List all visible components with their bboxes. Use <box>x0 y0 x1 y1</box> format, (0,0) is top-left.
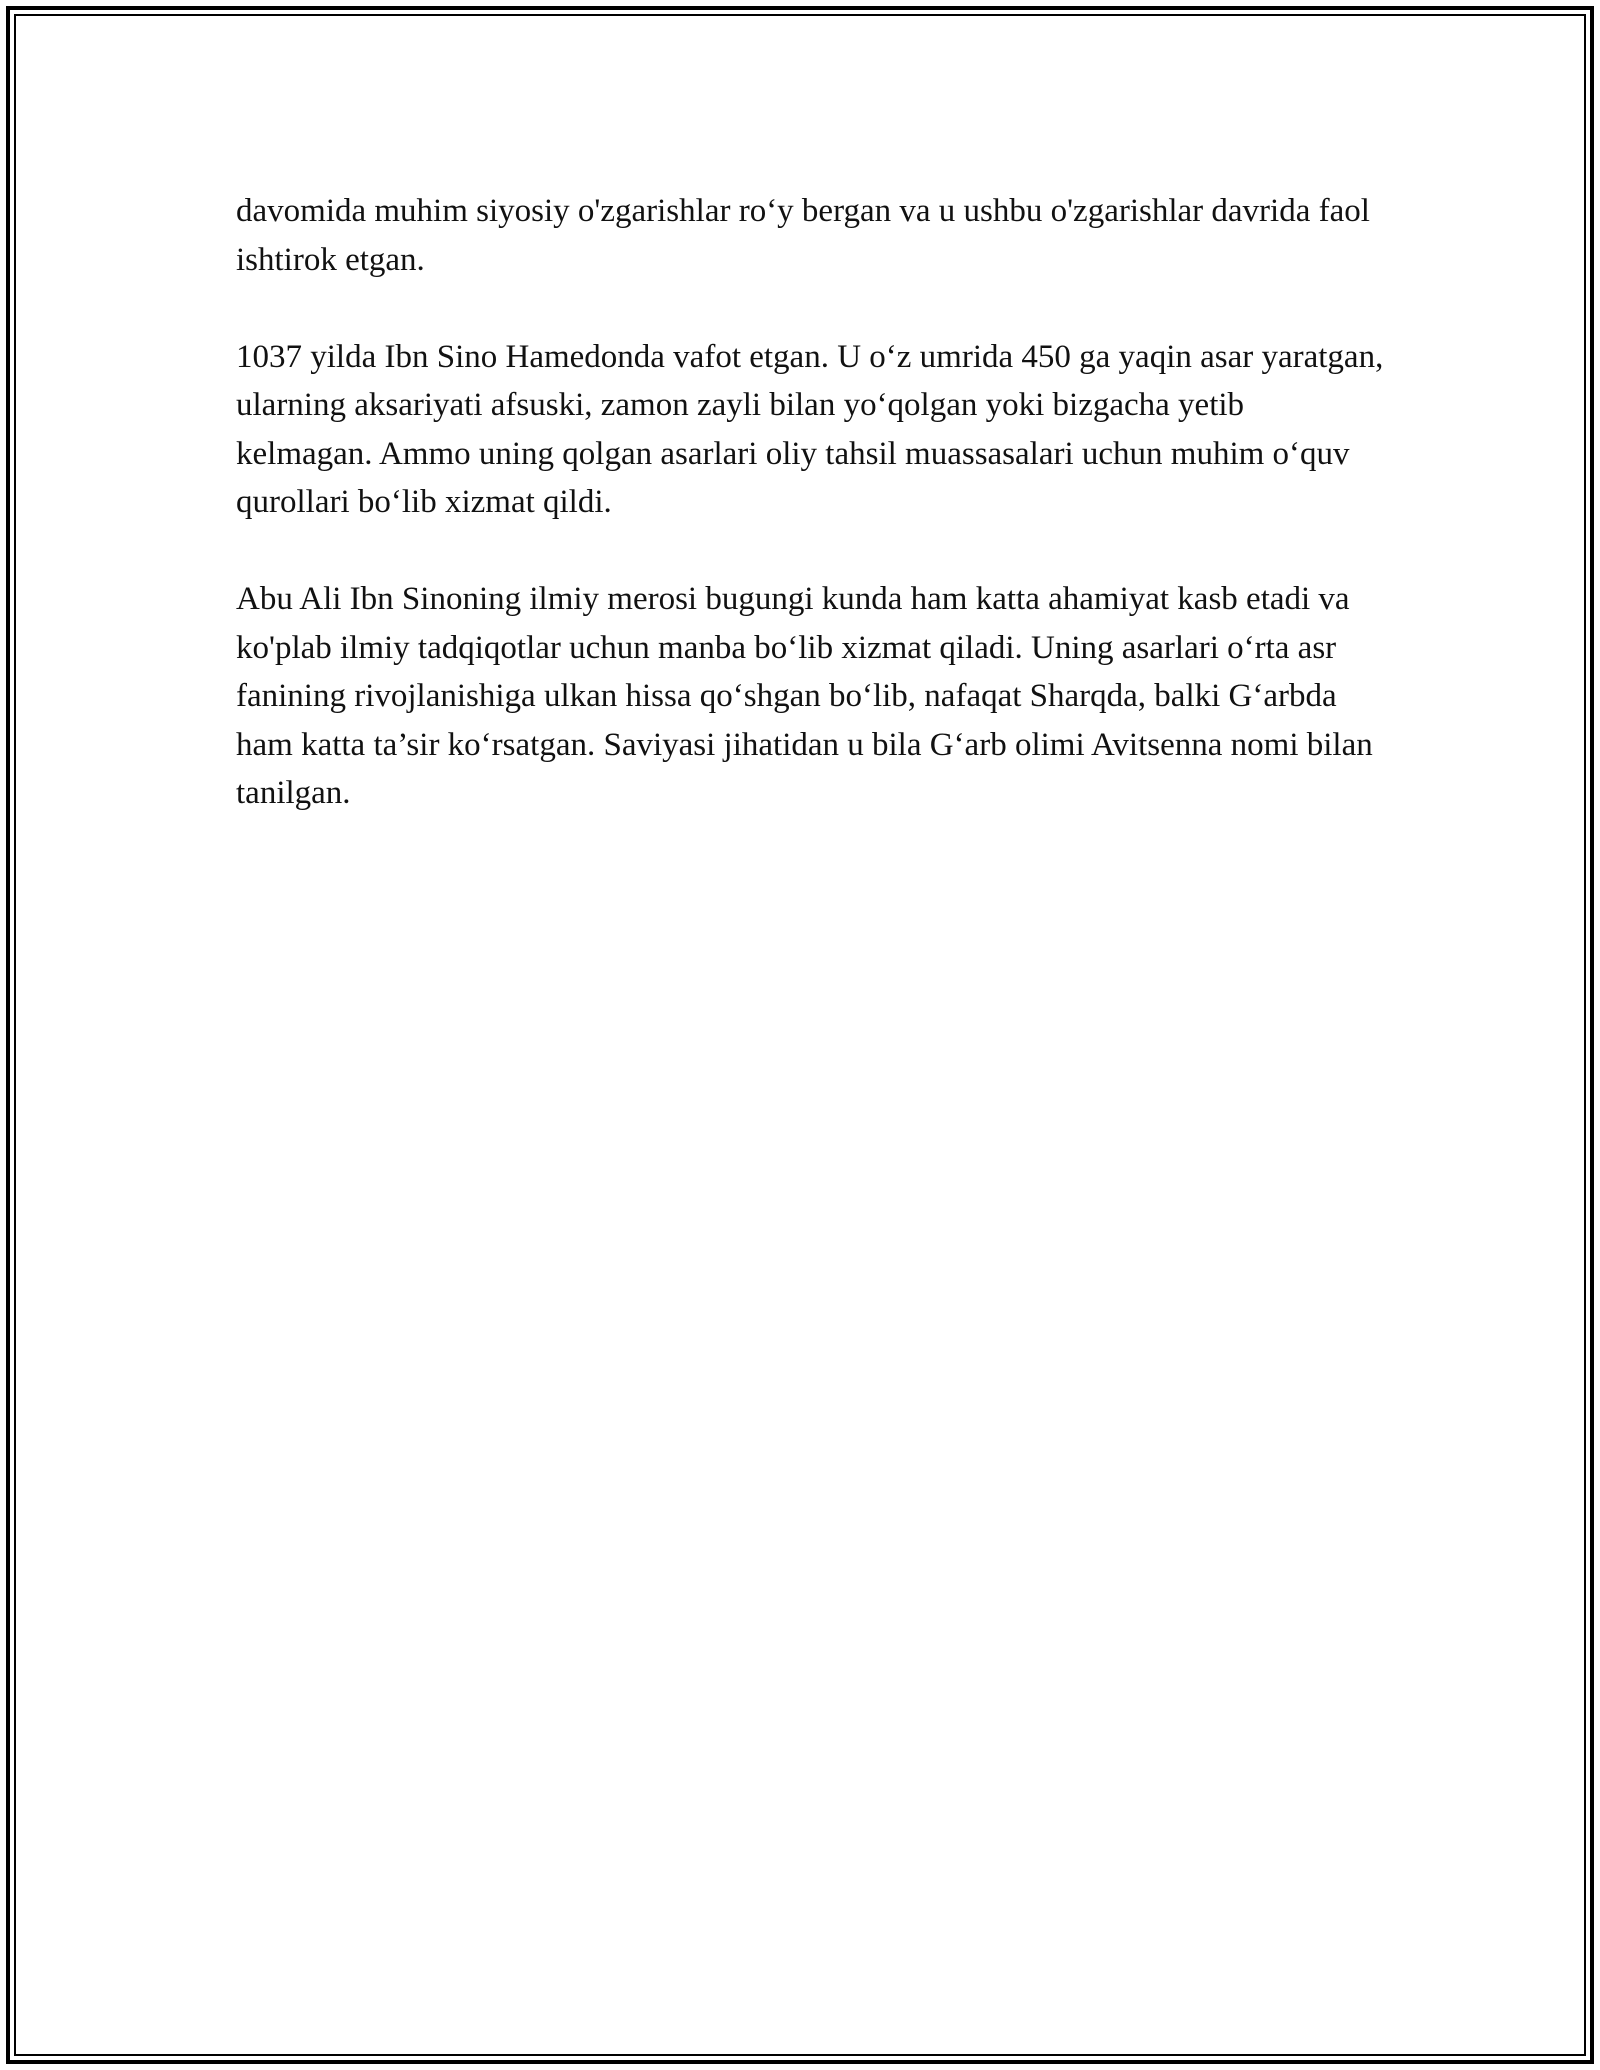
paragraph-2: 1037 yilda Ibn Sino Hamedonda vafot etgan. U o‘z umrida 450 ga yaqin asar yaratgan, ularning aksariyati afsuski, zamon zayli bilan yo‘qolgan yoki bizgacha yetib kelmagan. Ammo uning qolgan asarlari oliy tahsil muassasalari uchun muhim o‘quv qurollari bo‘lib xizmat qildi. <box>236 338 1384 520</box>
paragraph-1: davomida muhim siyosiy o'zgarishlar ro‘y bergan va u ushbu o'zgarishlar davrida faol ishtirok etgan. <box>236 193 1370 278</box>
paragraph-3: Abu Ali Ibn Sinoning ilmiy merosi bugungi kunda ham katta ahamiyat kasb etadi va ko'plab ilmiy tadqiqotlar uchun manba bo‘lib xizmat qiladi. Uning asarlari o‘rta asr fanining rivojlanishiga ulkan hissa qo‘shgan bo‘lib, nafaqat Sharqda, balki G‘arbda ham katta ta’sir ko‘rsatgan. Saviyasi jihatidan u bila G‘arb olimi Avitsenna nomi bilan tanilgan. <box>236 581 1373 811</box>
document-body <box>236 187 1386 818</box>
